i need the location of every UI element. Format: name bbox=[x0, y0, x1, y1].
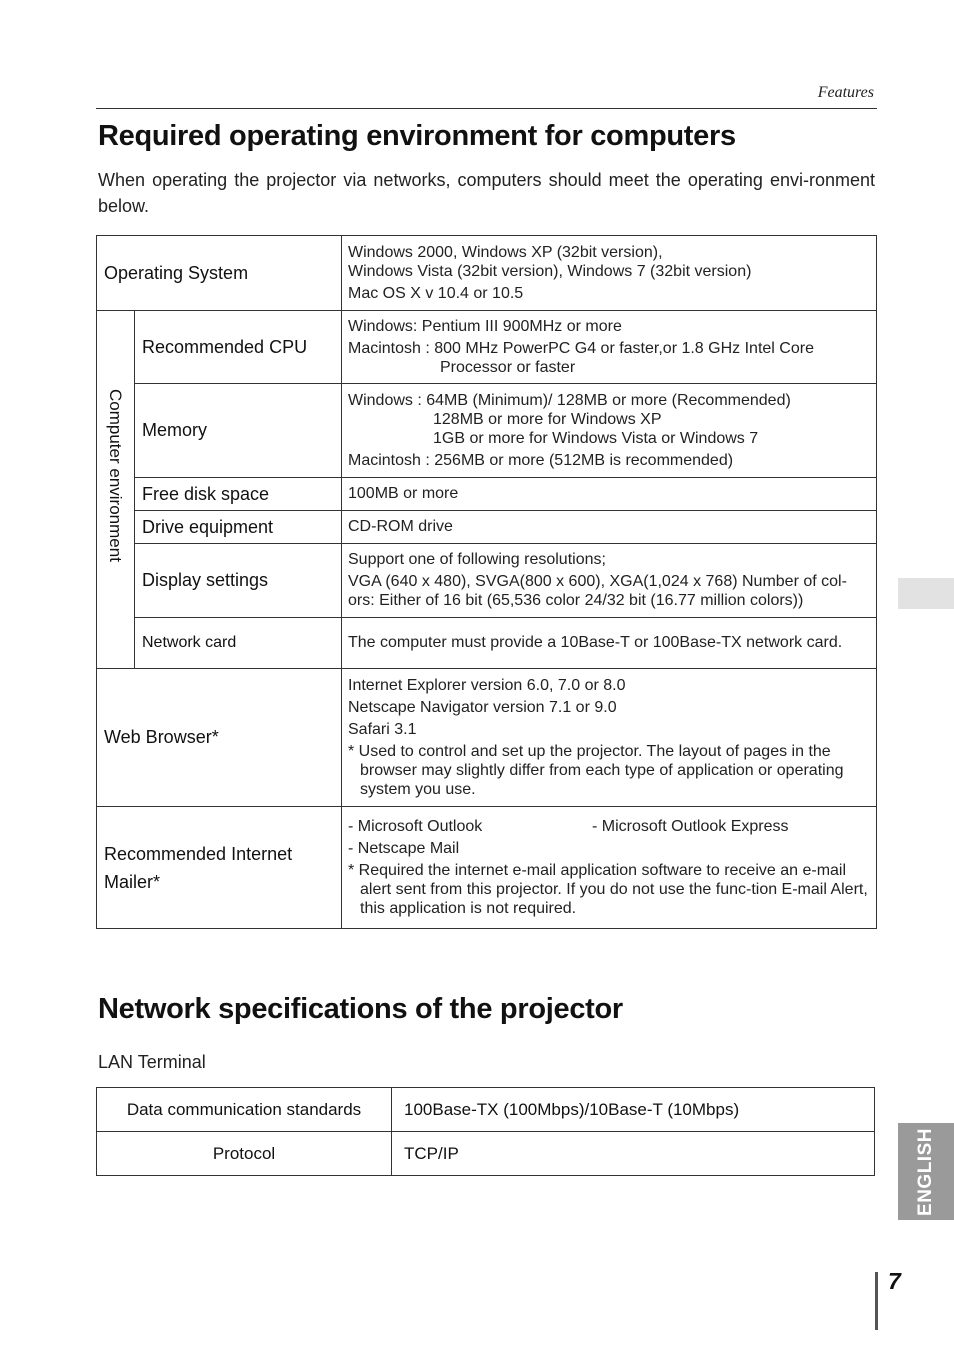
lan-value-standards: 100Base-TX (100Mbps)/10Base-T (10Mbps) bbox=[392, 1088, 875, 1132]
side-tab-marker bbox=[898, 578, 954, 609]
lan-value-protocol: TCP/IP bbox=[392, 1132, 875, 1176]
os-line-2: Windows Vista (32bit version), Windows 7 (32bit version) bbox=[348, 262, 752, 280]
memory-line-2: 128MB or more for Windows XP bbox=[433, 410, 662, 428]
drive-label: Drive equipment bbox=[135, 511, 342, 544]
os-line-3: Mac OS X v 10.4 or 10.5 bbox=[348, 284, 524, 302]
section-title-environment: Required operating environment for computers bbox=[98, 120, 736, 152]
cpu-label: Recommended CPU bbox=[135, 311, 342, 384]
memory-line-1: Windows : 64MB (Minimum)/ 128MB or more (Recommended) bbox=[348, 391, 791, 409]
cpu-line-2: Macintosh : 800 MHz PowerPC G4 or faster,or 1.8 GHz Intel Core bbox=[348, 339, 814, 357]
language-tab bbox=[898, 1123, 954, 1220]
memory-line-3: 1GB or more for Windows Vista or Windows 7 bbox=[433, 429, 759, 447]
display-label: Display settings bbox=[135, 544, 342, 618]
language-tab-label: ENGLISH bbox=[915, 1127, 936, 1216]
display-line-1: Support one of following resolutions; bbox=[348, 551, 606, 568]
browser-line-1: Internet Explorer version 6.0, 7.0 or 8.0 bbox=[348, 676, 626, 694]
mailer-value bbox=[342, 807, 877, 929]
os-line-1: Windows 2000, Windows XP (32bit version), bbox=[348, 243, 663, 261]
lan-table bbox=[96, 1087, 875, 1176]
cpu-line-1: Windows: Pentium III 900MHz or more bbox=[348, 317, 622, 335]
disk-label: Free disk space bbox=[135, 478, 342, 511]
table-row bbox=[97, 807, 877, 929]
table-row bbox=[97, 311, 877, 384]
network-value: The computer must provide a 10Base-T or 100Base-TX network card. bbox=[342, 618, 877, 669]
page-number-rule bbox=[875, 1272, 878, 1330]
computer-environment-label: Computer environment bbox=[106, 389, 125, 562]
browser-note: * Used to control and set up the projector. The layout of pages in the browser may slightly differ from each type of application or operating system you use. bbox=[348, 742, 844, 798]
network-label: Network card bbox=[135, 618, 342, 669]
browser-line-3: Safari 3.1 bbox=[348, 720, 417, 738]
lan-label-protocol: Protocol bbox=[97, 1132, 392, 1176]
mailer-item-3: - Netscape Mail bbox=[348, 839, 460, 857]
computer-environment-group bbox=[97, 311, 135, 669]
lan-terminal-label: LAN Terminal bbox=[98, 1052, 206, 1072]
os-label: Operating System bbox=[97, 236, 342, 311]
lan-label-standards: Data communication standards bbox=[97, 1088, 392, 1132]
cpu-line-3: Processor or faster bbox=[440, 358, 576, 376]
table-row bbox=[97, 618, 877, 669]
environment-table bbox=[96, 235, 877, 929]
memory-value bbox=[342, 384, 877, 478]
memory-label: Memory bbox=[135, 384, 342, 478]
page-number: 7 bbox=[888, 1268, 901, 1294]
drive-value: CD-ROM drive bbox=[342, 511, 877, 544]
table-row bbox=[97, 511, 877, 544]
table-row bbox=[97, 236, 877, 311]
os-value bbox=[342, 236, 877, 311]
table-row bbox=[97, 669, 877, 807]
running-header: Features bbox=[817, 84, 874, 101]
mailer-row bbox=[348, 817, 870, 836]
browser-line-2: Netscape Navigator version 7.1 or 9.0 bbox=[348, 698, 617, 716]
display-value bbox=[342, 544, 877, 618]
cpu-value bbox=[342, 311, 877, 384]
mailer-note: * Required the internet e-mail application software to receive an e-mail alert sent from this projector. If you do not use the func-tion E-mail Alert, this application is not required. bbox=[348, 861, 868, 917]
table-row bbox=[97, 544, 877, 618]
table-row bbox=[97, 478, 877, 511]
table-row bbox=[97, 1088, 875, 1132]
browser-label: Web Browser* bbox=[97, 669, 342, 807]
mailer-item-2: - Microsoft Outlook Express bbox=[592, 817, 789, 835]
section-title-network: Network specifications of the projector bbox=[98, 993, 623, 1025]
memory-line-4: Macintosh : 256MB or more (512MB is recommended) bbox=[348, 451, 734, 469]
table-row bbox=[97, 1132, 875, 1176]
display-line-2: VGA (640 x 480), SVGA(800 x 600), XGA(1,024 x 768) Number of col-ors: Either of 16 bit (65,536 color 24/32 bit (16.77 million colors)) bbox=[348, 573, 847, 609]
mailer-item-1: - Microsoft Outlook bbox=[348, 817, 483, 835]
intro-paragraph: When operating the projector via networks, computers should meet the operating envi-ronment below. bbox=[98, 170, 875, 216]
table-row bbox=[97, 384, 877, 478]
mailer-label: Recommended Internet Mailer* bbox=[97, 807, 342, 929]
header-rule bbox=[96, 108, 877, 109]
disk-value: 100MB or more bbox=[342, 478, 877, 511]
browser-value bbox=[342, 669, 877, 807]
